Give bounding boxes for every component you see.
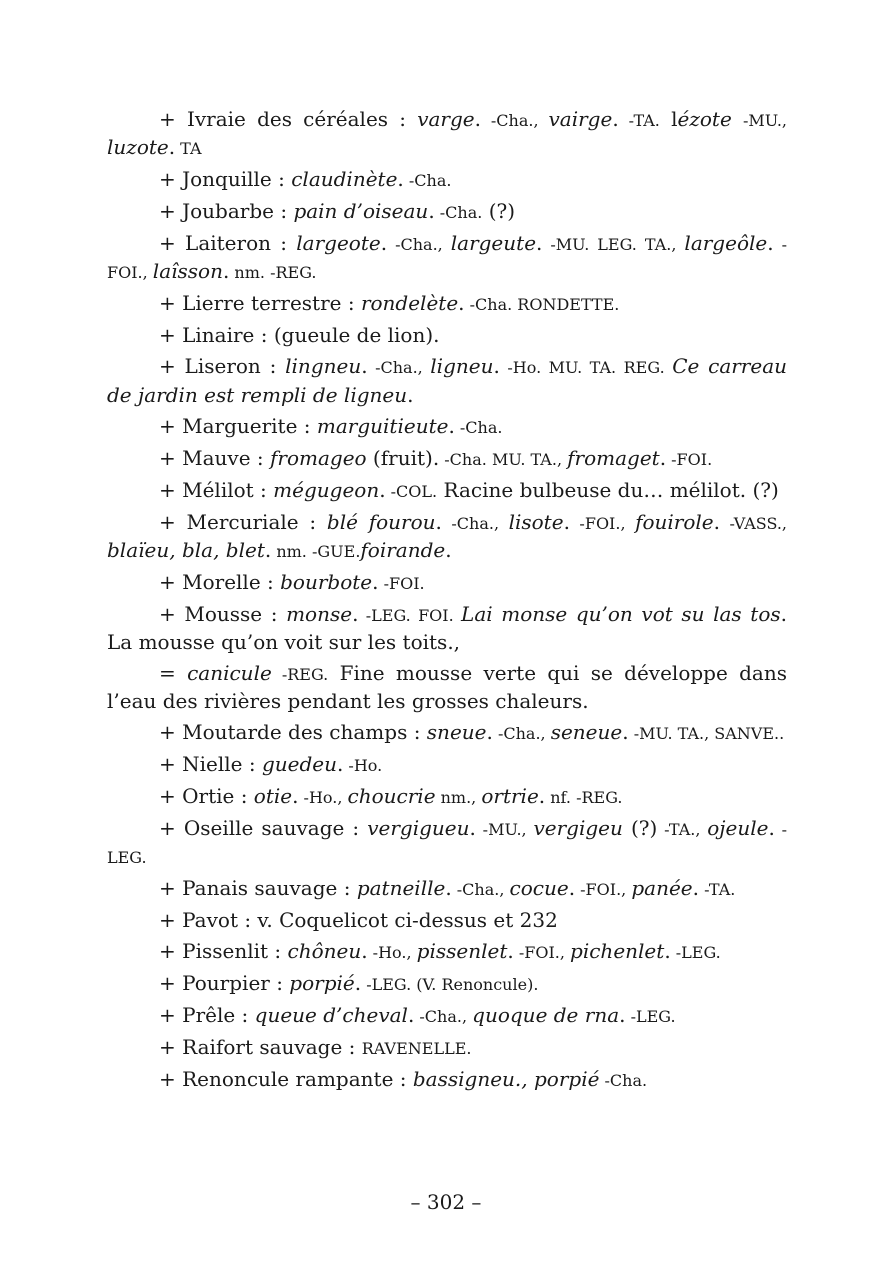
entry-text: . [445, 537, 452, 562]
source-abbreviation: -Ho., [298, 788, 348, 808]
entry-text: + Marguerite : [159, 413, 317, 438]
entry-text: + Linaire : (gueule de lion). [159, 323, 440, 348]
glossary-entry [107, 719, 787, 747]
dialect-term: guedeu [261, 752, 337, 777]
source-abbreviation: -MU. TA., SANVE.. [628, 724, 785, 744]
source-abbreviation: -LEG. [625, 1007, 676, 1027]
glossary-entry [107, 445, 787, 473]
glossary-entry [107, 166, 787, 194]
source-abbreviation: -MU., [475, 820, 534, 840]
dialect-term: vairge [548, 107, 613, 131]
entry-text: . [379, 477, 386, 502]
dialect-term: quoque de rna [472, 1003, 620, 1028]
source-abbreviation: -Cha. [599, 1071, 648, 1091]
dialect-term: otie [253, 784, 293, 809]
source-abbreviation: -Cha., [414, 1007, 473, 1027]
glossary-entry [107, 751, 787, 779]
entry-text: + Raifort sauvage : [159, 1035, 362, 1060]
dialect-term: pissenlet [416, 939, 508, 964]
dialect-term: rondelète [360, 291, 459, 316]
source-abbreviation: -Cha. [434, 203, 483, 223]
source-abbreviation: -TA. [618, 111, 660, 130]
glossary-entry [107, 783, 787, 811]
entry-text: . [768, 816, 775, 841]
entry-text: . [619, 1003, 626, 1028]
glossary-entry [107, 1034, 787, 1062]
glossary-entry [107, 970, 787, 998]
source-abbreviation: -Cha., [367, 358, 431, 378]
source-abbreviation: -Cha., [441, 513, 509, 533]
source-abbreviation: -Cha., [492, 724, 551, 744]
entry-text: + Laiteron : [159, 231, 297, 256]
entry-text: + Mousse : [159, 601, 287, 626]
entry-text: = [159, 661, 188, 686]
source-abbreviation: -FOI., [575, 880, 632, 900]
dialect-term: fouirole [635, 509, 714, 534]
source-abbreviation: -Cha. MU. TA., [439, 449, 568, 469]
dialect-term: Lai monse qu’on vot su las tos [461, 601, 781, 626]
entry-text: . [361, 354, 368, 379]
entry-text: + Jonquille : [159, 167, 292, 192]
dialect-term: Ce carreau de jardin est rempli de ligneu [107, 354, 788, 407]
source-abbreviation: -FOI., [569, 513, 636, 533]
glossary-entry [107, 815, 787, 871]
source-abbreviation: -MU. LEG. TA., [542, 235, 685, 255]
entry-text: . [469, 816, 476, 841]
source-abbreviation: -FOI. [378, 573, 425, 593]
entry-text: . [407, 382, 414, 407]
entry-text: . [445, 876, 452, 901]
source-abbreviation: -Cha., [387, 235, 451, 255]
glossary-entry [107, 322, 787, 349]
glossary-entry [107, 198, 787, 226]
glossary-entry [107, 569, 787, 597]
dialect-term: laîsson [152, 259, 223, 284]
entry-text: . [168, 135, 176, 160]
entry-text: . [486, 720, 493, 745]
entry-text: . [664, 939, 671, 964]
dialect-term: chôneu [287, 939, 362, 964]
entry-text: Fine mousse verte qui se développe dans l’eau des rivières pendant les grosses chaleurs. [107, 661, 788, 714]
entry-text: (?) [482, 199, 516, 224]
entry-text: . [767, 231, 774, 256]
entry-text: (?) [622, 816, 658, 841]
entry-text: . [622, 720, 629, 745]
dialect-term: seneue [550, 720, 623, 745]
dialect-term: bourbote [280, 569, 373, 594]
entry-text: + Nielle : [159, 752, 262, 777]
source-abbreviation: nm. -REG. [229, 263, 317, 283]
source-abbreviation: -Cha., [480, 111, 549, 130]
entry-text: . [361, 939, 368, 964]
page-number: – 302 – [410, 1190, 482, 1214]
dialect-term: foirande [360, 537, 446, 562]
glossary-entry [107, 509, 787, 565]
dialect-term: largeote [296, 231, 381, 256]
entry-text: . [713, 509, 720, 534]
dialect-term: canicule [187, 661, 272, 686]
entry-text: + Mélilot : [159, 477, 274, 502]
entry-text: . [474, 107, 481, 131]
entry-text: . [612, 107, 619, 131]
dialect-term: cocue [509, 876, 569, 901]
dialect-term: lisote [508, 509, 564, 534]
source-abbreviation: nm. -GUE. [271, 541, 361, 561]
entry-text: + Mercuriale : [159, 509, 327, 534]
dialect-term: panée [631, 876, 693, 901]
entry-text: . [352, 601, 359, 626]
entry-text: . [458, 291, 465, 316]
entry-text: + Morelle : [159, 569, 281, 594]
entry-text: . [222, 259, 230, 284]
source-abbreviation: -REG. [271, 665, 329, 685]
glossary-entry [107, 601, 787, 656]
source-abbreviation: nf. -REG. [545, 788, 623, 808]
dialect-term: ortrie [481, 784, 539, 809]
source-abbreviation: TA [175, 139, 202, 159]
dialect-term: blé fourou [326, 509, 436, 534]
source-abbreviation: -FOI., [513, 943, 571, 963]
source-abbreviation: -MU., [743, 111, 787, 130]
entry-text: + Pourpier : [159, 971, 290, 996]
entry-text: . [659, 445, 667, 470]
dialect-term: ojeule [707, 816, 769, 841]
dialect-term: ézote [677, 107, 732, 131]
entry-text [732, 107, 743, 131]
entry-text: . [372, 569, 379, 594]
dialect-term: pain d’oiseau [293, 199, 429, 224]
dialect-term: mégugeon [273, 477, 380, 502]
entry-text: + Pissenlit : [159, 939, 288, 964]
entry-text: . [692, 876, 699, 901]
source-abbreviation: -LEG. FOI. [358, 605, 462, 625]
source-abbreviation: -VASS., [719, 513, 787, 533]
entry-text: . La mousse qu’on voit sur les toits., [107, 601, 787, 655]
entry-text: + Renoncule rampante : [159, 1067, 413, 1092]
source-abbreviation: -Cha., [451, 880, 510, 900]
glossary-entry [107, 1066, 787, 1094]
entry-text: . [568, 876, 576, 901]
entry-text: . [380, 231, 388, 256]
entry-text: . [448, 413, 455, 438]
source-abbreviation: -FOI. [666, 449, 713, 469]
source-abbreviation: -Cha. [454, 417, 503, 437]
dialect-term: pichenlet [570, 939, 665, 964]
dialect-term: ligneu [430, 354, 494, 379]
dialect-term: claudinète [291, 167, 398, 192]
source-abbreviation: -Cha. [403, 171, 452, 191]
dialect-term: largeute [450, 231, 537, 256]
entry-text: . [264, 537, 272, 562]
dialect-term: queue d’cheval [254, 1003, 408, 1028]
glossary-entry [107, 477, 787, 505]
entry-text: . [493, 354, 500, 379]
dialect-term: monse [286, 601, 353, 626]
source-abbreviation: RAVENELLE. [361, 1039, 472, 1059]
entry-text: + Moutarde des champs : [159, 720, 427, 745]
glossary-entries [107, 106, 787, 1098]
dialect-term: bassigneu., porpié [412, 1067, 600, 1092]
entry-text: . [435, 509, 442, 534]
entry-text: . [428, 199, 435, 224]
source-abbreviation: -LEG. [670, 943, 721, 963]
dialect-term: blaïeu, bla, blet [107, 537, 265, 562]
source-abbreviation: -TA. [699, 880, 736, 900]
dialect-term: largeôle [684, 231, 768, 256]
entry-text: . [407, 1003, 415, 1028]
dialect-term: fromageo [270, 445, 367, 470]
dialect-term: porpié [289, 971, 355, 996]
source-abbreviation: -LEG. [107, 820, 787, 868]
dialect-term: fromaget [567, 445, 660, 470]
source-abbreviation: -Ho., [367, 943, 417, 963]
entry-text: Racine bulbeuse du… mélilot. (?) [437, 477, 779, 502]
entry-text: + Prêle : [159, 1003, 255, 1028]
entry-text: l [659, 107, 678, 131]
glossary-entry [107, 1002, 787, 1030]
entry-text: (fruit). [366, 445, 440, 470]
entry-text: . [354, 971, 362, 996]
glossary-entry [107, 413, 787, 441]
entry-text: + Liseron : [159, 354, 286, 379]
dialect-term: patneille [356, 876, 446, 901]
glossary-entry [107, 875, 787, 903]
source-abbreviation: -LEG. (V. Renoncule). [361, 975, 539, 995]
source-abbreviation: -TA., [657, 820, 708, 840]
glossary-entry [107, 230, 787, 286]
source-abbreviation: -Cha. RONDETTE. [464, 295, 620, 315]
entry-text: + Oseille sauvage : [159, 816, 368, 841]
dialect-term: choucrie [347, 784, 436, 809]
entry-text: + Panais sauvage : [159, 876, 357, 901]
dialect-term: marguitieute [316, 413, 449, 438]
source-abbreviation: nm., [435, 788, 482, 808]
dialect-term: sneue [426, 720, 487, 745]
dialect-term: luzote [107, 135, 169, 160]
entry-text: . [336, 752, 344, 777]
entry-text: + Joubarbe : [159, 199, 294, 224]
dialect-term: vergigueu [367, 816, 470, 841]
glossary-entry [107, 106, 787, 162]
entry-text: + Lierre terrestre : [159, 291, 361, 316]
entry-text: . [507, 939, 514, 964]
source-abbreviation: -Ho. [343, 756, 383, 776]
entry-text: . [538, 784, 546, 809]
source-abbreviation: -FOI., [107, 235, 787, 283]
dialect-term: lingneu [285, 354, 362, 379]
dialect-term: varge [417, 107, 475, 131]
source-abbreviation: -Ho. MU. TA. REG. [499, 358, 673, 378]
entry-text: + Pavot : v. Coquelicot ci-dessus et 232 [159, 908, 558, 933]
glossary-entry [107, 290, 787, 318]
glossary-entry [107, 353, 787, 408]
entry-text: . [292, 784, 299, 809]
glossary-entry [107, 938, 787, 966]
source-abbreviation: -COL. [385, 481, 438, 501]
glossary-entry [107, 907, 787, 934]
entry-text: . [397, 167, 404, 192]
entry-text: . [563, 509, 570, 534]
entry-text: . [536, 231, 543, 256]
entry-text: + Ivraie des céréales : [159, 107, 418, 131]
entry-text: + Ortie : [159, 784, 254, 809]
dialect-term: vergigeu [533, 816, 623, 841]
entry-text: + Mauve : [159, 445, 270, 470]
glossary-entry [107, 660, 787, 715]
